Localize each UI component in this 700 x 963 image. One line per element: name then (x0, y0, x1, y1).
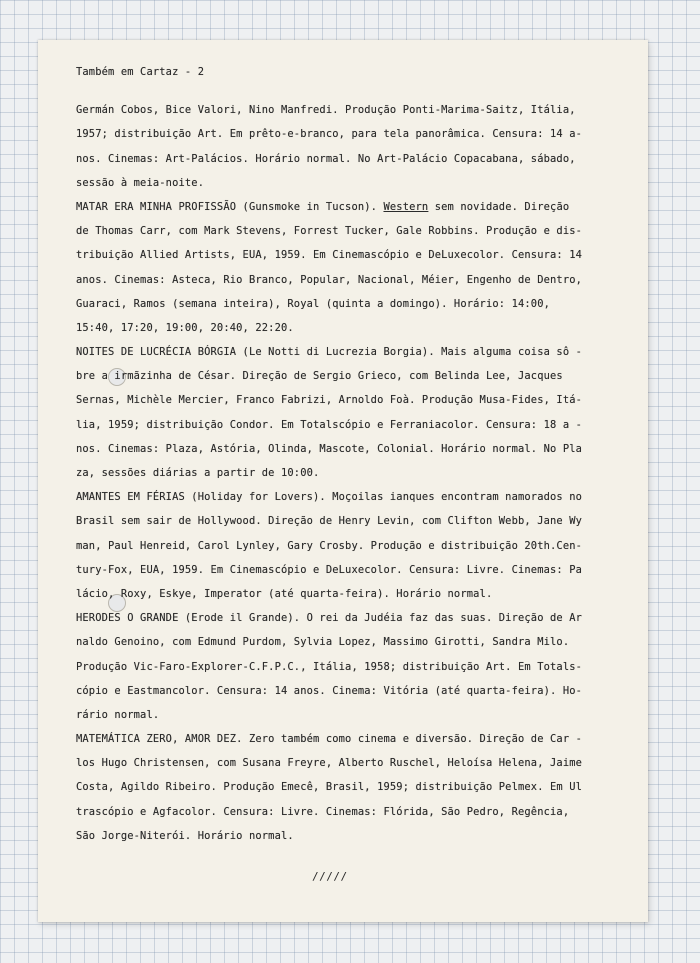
text-line: MATEMÁTICA ZERO, AMOR DEZ. Zero também como cinema e diversão. Direção de Car - (76, 733, 583, 746)
underlined-word: Western (383, 200, 429, 213)
text-line: Sernas, Michèle Mercier, Franco Fabrizi, Arnoldo Foà. Produção Musa-Fides, Itá- (76, 394, 583, 407)
text-line: los Hugo Christensen, com Susana Freyre, Alberto Ruschel, Heloísa Helena, Jaime (76, 757, 583, 770)
text-line: tury-Fox, EUA, 1959. Em Cinemascópio e DeLuxecolor. Censura: Livre. Cinemas: Pa (76, 563, 583, 576)
text-line: anos. Cinemas: Asteca, Rio Branco, Popular, Nacional, Méier, Engenho de Dentro, (76, 273, 583, 286)
text-line: sessão à meia-noite. (76, 176, 205, 189)
text-line: Brasil sem sair de Hollywood. Direção de Henry Levin, com Clifton Webb, Jane Wy (76, 515, 583, 528)
text-line: rário normal. (76, 708, 160, 721)
text-line: MATAR ERA MINHA PROFISSÃO (Gunsmoke in Tucson). Western sem novidade. Direção (76, 200, 570, 213)
text-line: lia, 1959; distribuição Condor. Em Totalscópio e Ferraniacolor. Censura: 18 a - (76, 418, 583, 431)
text-line: Produção Vic-Faro-Explorer-C.F.P.C., Itália, 1958; distribuição Art. Em Totals- (76, 660, 583, 673)
text-line: trascópio e Agfacolor. Censura: Livre. Cinemas: Flórida, São Pedro, Regência, (76, 805, 570, 818)
text-line: bre a irmãzinha de César. Direção de Sergio Grieco, com Belinda Lee, Jacques (76, 370, 563, 383)
text-line: lácio, Roxy, Eskye, Imperator (até quarta-feira). Horário normal. (76, 587, 493, 600)
text-line: nos. Cinemas: Art-Palácios. Horário normal. No Art-Palácio Copacabana, sábado, (76, 152, 576, 165)
text-line: São Jorge-Niterói. Horário normal. (76, 829, 294, 842)
text-line: Germán Cobos, Bice Valori, Nino Manfredi. Produção Ponti-Marima-Saitz, Itália, (76, 104, 576, 117)
text-line: za, sessões diárias a partir de 10:00. (76, 467, 320, 479)
typed-text (76, 60, 636, 848)
text-line: man, Paul Henreid, Carol Lynley, Gary Crosby. Produção e distribuição 20th.Cen- (76, 539, 583, 552)
end-mark: ///// (312, 870, 348, 883)
page-header: Também em Cartaz - 2 (76, 66, 205, 78)
text-line: Costa, Agildo Ribeiro. Produção Emecê, Brasil, 1959; distribuição Pelmex. Em Ul (76, 781, 583, 794)
text-line: Guaraci, Ramos (semana inteira), Royal (quinta a domingo). Horário: 14:00, (76, 297, 551, 310)
text-line: NOITES DE LUCRÉCIA BÓRGIA (Le Notti di Lucrezia Borgia). Mais alguma coisa sô - (76, 346, 583, 359)
text-line: tribuição Allied Artists, EUA, 1959. Em Cinemascópio e DeLuxecolor. Censura: 14 (76, 249, 583, 262)
text-line: 15:40, 17:20, 19:00, 20:40, 22:20. (76, 321, 294, 334)
text-line: 1957; distribuição Art. Em prêto-e-branco, para tela panorâmica. Censura: 14 a- (76, 128, 583, 141)
text-line: HERODES O GRANDE (Erode il Grande). O rei da Judéia faz das suas. Direção de Ar (76, 612, 583, 625)
text-line: AMANTES EM FÉRIAS (Holiday for Lovers). Moçoilas ianques encontram namorados no (76, 491, 583, 504)
text-line: nos. Cinemas: Plaza, Astória, Olinda, Mascote, Colonial. Horário normal. No Pla (76, 442, 583, 455)
text-line: cópio e Eastmancolor. Censura: 14 anos. Cinema: Vitória (até quarta-feira). Ho- (76, 684, 583, 697)
text-line: de Thomas Carr, com Mark Stevens, Forrest Tucker, Gale Robbins. Produção e dis- (76, 225, 583, 238)
text-line: naldo Genoino, com Edmund Purdom, Sylvia Lopez, Massimo Girotti, Sandra Milo. (76, 636, 570, 649)
